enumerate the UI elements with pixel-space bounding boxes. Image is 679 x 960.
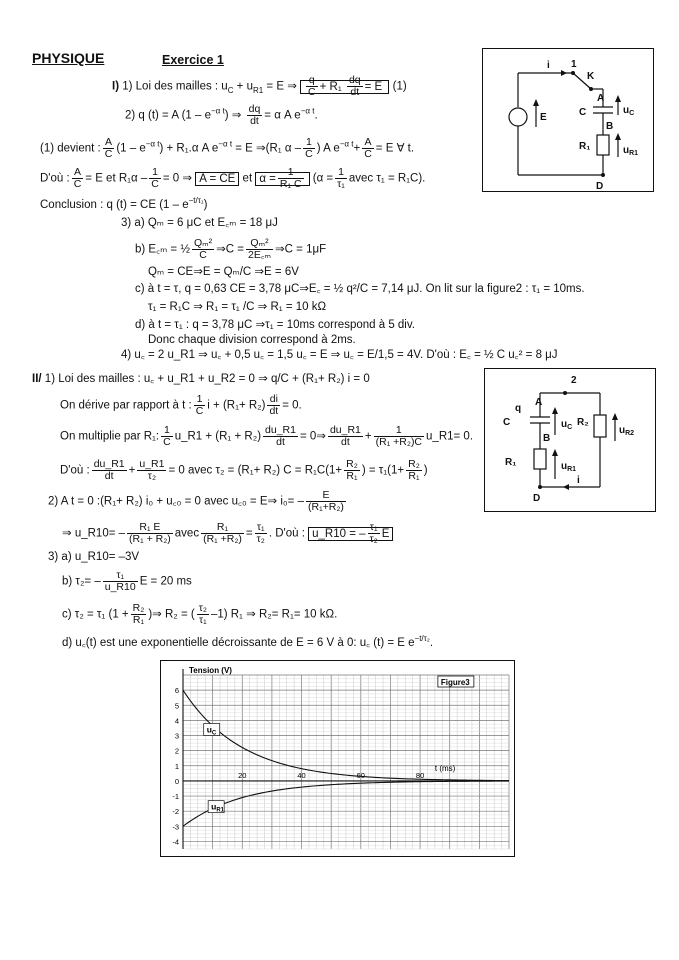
p2-num: II/ <box>32 373 42 385</box>
c2-label-i: i <box>577 475 580 486</box>
c1-label-uR1: $u_{R1}$ <box>623 145 639 157</box>
circuit-2-svg <box>485 369 655 511</box>
p1-line2: 2) q (t) = A $(1 - e^{-\alpha t})$ ⇒ $\frac{dq}{dt}$ = α A $e^{-\alpha t}$. <box>125 103 318 127</box>
p1-3d-2: Donc chaque division correspond à 2ms. <box>148 334 356 346</box>
y-tick-label: -4 <box>172 837 179 847</box>
y-tick-label: -2 <box>172 807 179 817</box>
c1-label-E: E <box>540 112 547 123</box>
p1-3c-2: τ₁ = R₁C ⇒ R₁ = τ₁ /C ⇒ R₁ = 10 kΩ <box>148 301 327 313</box>
c2-label-q: q <box>515 403 522 414</box>
x-tick-label: 60 <box>356 770 365 780</box>
p1-boxed-equation: $\frac{q}{C}$ + R₁ $\frac{dq}{dt}$ = E <box>300 80 389 94</box>
p1-3a: 3) a) Qₘ = 6 μC et E꜀ₘ = 18 μJ <box>121 217 278 229</box>
c1-label-uC: $u_C$ <box>623 105 635 117</box>
series-label-uR1: $u_{R1}$ <box>211 801 225 814</box>
c2-label-B: B <box>543 433 551 444</box>
p2-line2: On dérive par rapport à t : $\frac{1}{C}$ i + (R₁+ R₂) $\frac{di}{dt}$ = 0. <box>60 393 302 417</box>
c1-label-1: 1 <box>571 59 577 70</box>
y-tick-label: 6 <box>174 686 179 696</box>
p1-line4: D'où : $\frac{A}{C}$ = E et R₁α – $\frac{1}{C}$ = 0 ⇒ A = CE et α = $\frac{1}{\text{R₁ C}}$ (α = $\frac{1}{\text{τ₁}}$ avec τ₁ = R₁C). <box>40 166 426 190</box>
p1-conclusion: Conclusion : q (t) = CE $(1 - e^{-t/\tau_1})$ <box>40 196 208 211</box>
series-label-uC: $u_C$ <box>206 724 217 737</box>
p1-box-A: A = CE <box>195 172 239 186</box>
exercise-title: Exercice 1 <box>162 53 224 67</box>
p2-3a: 3) a) u_R10= –3V <box>48 551 140 563</box>
p2-line3: On multiplie par R₁: $\frac{1}{C}$ u_R1 + (R₁ + R₂) $\frac{du\_R1}{dt}$ = 0⇒ $\frac{du\_R1}{dt}$ + $\frac{1}{\text{(R₁ +R₂)C}}$ u_R1= 0. <box>60 424 474 448</box>
p1-num: I) <box>112 80 120 93</box>
p2-line5: 2) A t = 0 :(R₁+ R₂) i₀ + u꜀₀ = 0 avec u꜀₀ = E⇒ i₀= – $\frac{E}{\text{(R₁+R₂)}}$ <box>48 489 344 513</box>
c2-label-uR2: $u_{R2}$ <box>619 425 635 437</box>
p2-3b: b) τ₂= – $\frac{\text{τ₁}}{u\_R10}$ E = 20 ms <box>62 569 192 593</box>
p1-3d: d) à t = τ₁ : q = 3,78 μC ⇒τ₁ = 10ms correspond à 5 div. <box>135 319 415 331</box>
p1-4: 4) u꜀ = 2 u_R1 ⇒ u꜀ + 0,5 u꜀ = 1,5 u꜀ = E ⇒ u꜀ = E/1,5 = 4V. D'où : E꜀ = ½ C u꜀² = 8 μJ <box>121 349 558 361</box>
c2-label-C: C <box>503 417 511 428</box>
p2-line6: ⇒ u_R10= – $\frac{\text{R₁ E}}{\text{(R₁ + R₂)}}$ avec $\frac{\text{R₁}}{\text{(R₁ +R₂)}}$ = $\frac{\text{τ₁}}{\text{τ₂}}$ . D'où : u_R10 = – $\frac{\text{τ₁}}{\text{τ₂}}$ E <box>62 522 393 545</box>
p2-3d: d) u꜀(t) est une exponentielle décroissante de E = 6 V à 0: u꜀ (t) = E $e^{-t/\tau_2}$. <box>62 634 434 649</box>
x-tick-label: 80 <box>415 770 425 780</box>
y-tick-label: 4 <box>174 716 179 726</box>
circuit-1-svg <box>483 49 653 191</box>
chart-title: Figure3 <box>440 678 470 687</box>
c1-label-A: A <box>597 93 605 104</box>
c1-label-i: i <box>547 60 550 71</box>
chart-title-box <box>438 676 474 687</box>
figure3-chart <box>160 660 515 857</box>
c1-label-R1: R₁ <box>579 141 591 152</box>
y-tick-label: -1 <box>172 792 179 802</box>
chart-ylabel: Tension (V) <box>189 666 232 675</box>
p2-line1: II/ 1) Loi des mailles : u꜀ + u_R1 + u_R2 = 0 ⇒ q/C + (R₁+ R₂) i = 0 <box>32 373 370 385</box>
x-tick-label: 20 <box>238 770 247 780</box>
p1-3c: c) à t = τ, q = 0,63 CE = 3,78 μC⇒E꜀ = ½ q²/C = 7,14 μJ. On lit sur la figure2 : τ₁ = 10ms. <box>135 283 585 295</box>
c2-label-D: D <box>533 493 541 504</box>
y-tick-label: 3 <box>174 731 179 741</box>
p2-line4: D'où : $\frac{du\_R1}{dt}$ + $\frac{u\_R1}{\text{τ₂}}$ = 0 avec τ₂ = (R₁+ R₂) C = R₁C(1+ $\frac{\text{R₂}}{\text{R₁}}$ ) = τ₁(1+ $\frac{\text{R₂}}{\text{R₁}}$ ) <box>60 458 428 482</box>
c2-label-uC: $u_C$ <box>561 419 573 431</box>
y-tick-label: -3 <box>172 822 179 832</box>
y-tick-label: 0 <box>174 776 179 786</box>
p1-3b: b) E꜀ₘ = ½ $\frac{\text{Qₘ²}}{C}$ ⇒C = $\frac{\text{Qₘ²}}{\text{2E꜀ₘ}}$ ⇒C = 1μF <box>135 237 327 261</box>
c1-label-B: B <box>606 121 614 132</box>
c1-label-D: D <box>596 181 604 191</box>
c2-label-R2: R₂ <box>577 417 589 428</box>
chart-grid <box>183 675 509 849</box>
subject-title: PHYSIQUE <box>32 50 105 66</box>
circuit-figure-1 <box>482 48 654 192</box>
x-tick-label: 40 <box>297 770 306 780</box>
p1-box-alpha: α = $\frac{1}{\text{R₁ C}}$ <box>255 172 309 186</box>
c1-label-K: K <box>587 71 595 82</box>
chart-xlabel: t (ms) <box>434 763 456 773</box>
p2-3c: c) τ₂ = τ₁ (1 + $\frac{\text{R₂}}{\text{R₁}}$ )⇒ R₂ = ( $\frac{\text{τ₂}}{\text{τ₁}}$ –1) R₁ ⇒ R₂= R₁= 10 kΩ. <box>62 602 338 626</box>
figure3-svg <box>161 661 514 856</box>
c1-label-C: C <box>579 107 587 118</box>
p1-line3: (1) devient : $\frac{A}{C}$ $(1 - e^{-\alpha t}) + R_1.\alpha$ A $e^{-\alpha t} = E$ ⇒(R₁ α – $\frac{1}{C}$ ) A $e^{-\alpha t}+$ $\frac{A}{C}$ = E ∀ t. <box>40 136 415 160</box>
c2-label-2: 2 <box>571 375 577 386</box>
c2-label-R1: R₁ <box>505 457 517 468</box>
c2-label-A: A <box>535 397 543 408</box>
y-tick-label: 1 <box>174 761 179 771</box>
y-tick-label: 2 <box>174 746 179 756</box>
c2-label-uR1: $u_{R1}$ <box>561 461 577 473</box>
p2-box-uR10: u_R10 = – $\frac{\text{τ₁}}{\text{τ₂}}$ E <box>308 527 393 541</box>
y-tick-label: 5 <box>174 701 179 711</box>
p1-line1: I) 1) Loi des mailles : $u_C + u_{R1} = E$ ⇒ $\frac{q}{C}$ + R₁ $\frac{dq}{dt}$ = E (1) <box>112 74 407 98</box>
p1-3b-2: Qₘ = CE⇒E = Qₘ/C ⇒E = 6V <box>148 266 299 278</box>
circuit-figure-2 <box>484 368 656 512</box>
